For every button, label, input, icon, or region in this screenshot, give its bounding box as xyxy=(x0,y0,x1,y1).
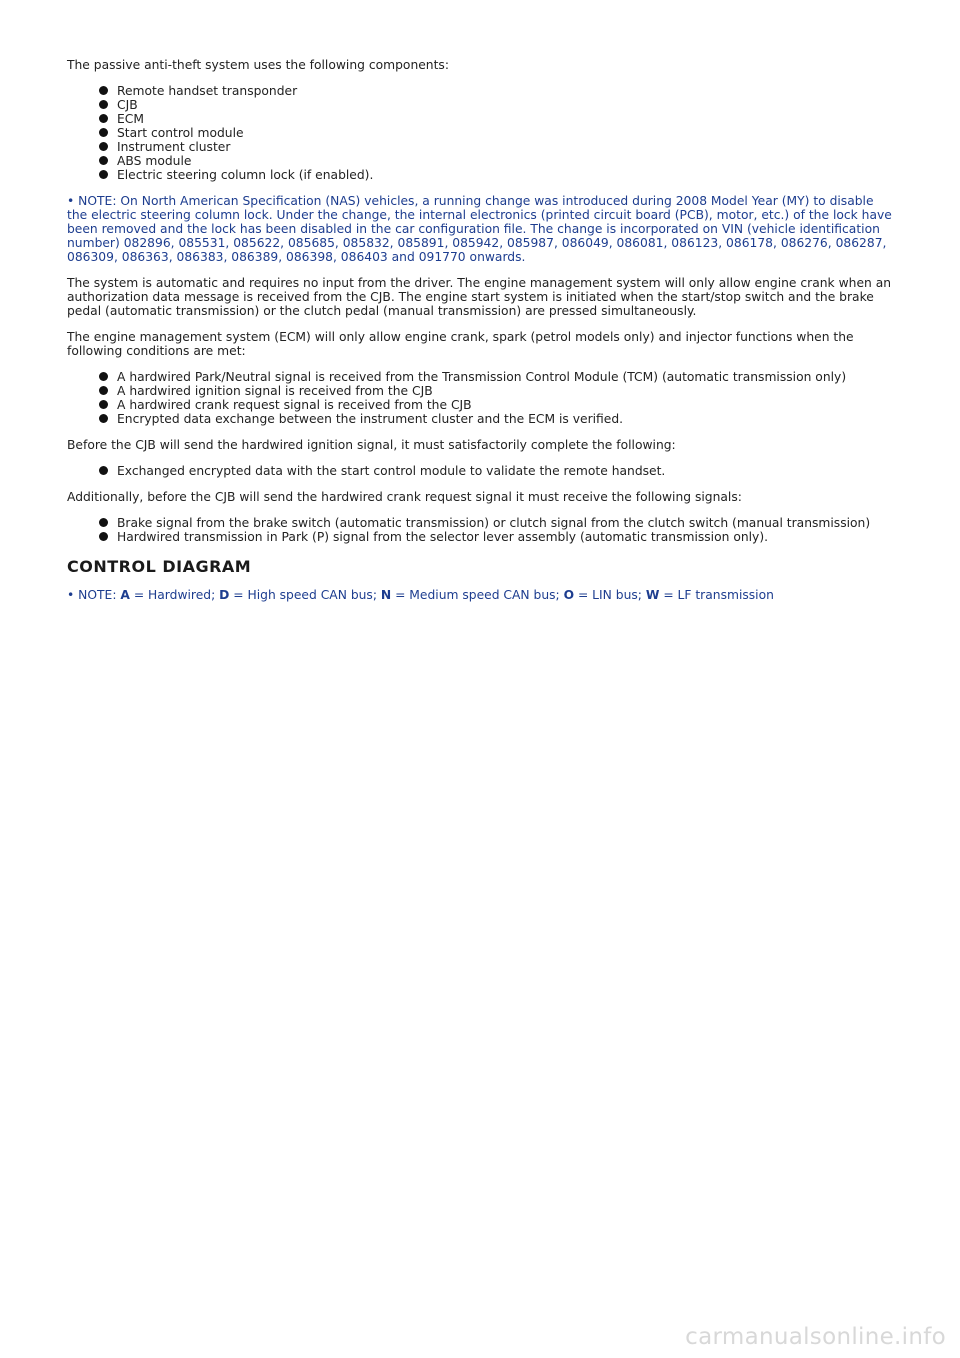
document-body xyxy=(67,58,893,614)
list-item xyxy=(67,140,893,154)
bullet-icon xyxy=(99,532,108,541)
list-item xyxy=(67,398,893,412)
list-item xyxy=(67,112,893,126)
list-item-text: Remote handset transponder xyxy=(117,84,298,98)
val-w: = LF transmission xyxy=(659,588,774,602)
list-item-text: Exchanged encrypted data with the start control module to validate the remote handset. xyxy=(117,464,666,478)
list-item xyxy=(67,530,893,544)
list-item-text: A hardwired crank request signal is received from the CJB xyxy=(117,398,472,412)
conditions-list xyxy=(67,370,893,426)
list-item xyxy=(67,412,893,426)
legend-note xyxy=(67,588,893,602)
list-item xyxy=(67,168,893,182)
list-item xyxy=(67,464,893,478)
key-d: D xyxy=(219,588,230,602)
key-w: W xyxy=(645,588,660,602)
list-item-text: CJB xyxy=(117,98,138,112)
list-item xyxy=(67,154,893,168)
list-item-text: Electric steering column lock (if enabled). xyxy=(117,168,374,182)
list-item-text: Brake signal from the brake switch (automatic transmission) or clutch signal from the clutch switch (manual transmission) xyxy=(117,516,871,530)
component-list xyxy=(67,84,893,182)
before-paragraph: Before the CJB will send the hardwired ignition signal, it must satisfactorily complete the following: xyxy=(67,438,676,452)
bullet-icon xyxy=(99,100,108,109)
bullet-icon xyxy=(99,466,108,475)
key-a: A xyxy=(120,588,130,602)
key-o: O xyxy=(563,588,575,602)
list-item-text: Encrypted data exchange between the instrument cluster and the ECM is verified. xyxy=(117,412,624,426)
bullet-icon xyxy=(99,386,108,395)
list-item-text: A hardwired ignition signal is received from the CJB xyxy=(117,384,433,398)
bullet-icon xyxy=(99,170,108,179)
list-item-text: ECM xyxy=(117,112,144,126)
list-item-text: Hardwired transmission in Park (P) signal from the selector lever assembly (automatic transmission only). xyxy=(117,530,769,544)
bullet-icon xyxy=(99,400,108,409)
bullet-icon xyxy=(99,142,108,151)
list-item xyxy=(67,98,893,112)
section-heading: CONTROL DIAGRAM xyxy=(67,557,252,576)
bullet-icon xyxy=(99,156,108,165)
system-paragraph: The system is automatic and requires no input from the driver. The engine management system will only allow engine crank when an authorization data message is received from the CJB. The engine start system is initiated when the start/stop switch and the brake pedal (automatic transmission) or the clutch pedal (manual transmission) are pressed simultaneously. xyxy=(67,276,892,318)
val-o: = LIN bus; xyxy=(574,588,646,602)
bullet-icon xyxy=(99,86,108,95)
list-item xyxy=(67,370,893,384)
key-n: N xyxy=(380,588,392,602)
conditions-paragraph: The engine management system (ECM) will only allow engine crank, spark (petrol models only) and injector functions when the following conditions are met: xyxy=(67,330,854,358)
list-item xyxy=(67,84,893,98)
bullet-icon xyxy=(99,372,108,381)
before-list xyxy=(67,464,893,478)
val-n: = Medium speed CAN bus; xyxy=(391,588,564,602)
val-a: = Hardwired; xyxy=(129,588,220,602)
bullet-icon xyxy=(99,518,108,527)
watermark: carmanualsonline.info xyxy=(685,1324,946,1350)
bullet-icon xyxy=(99,128,108,137)
val-d: = High speed CAN bus; xyxy=(229,588,381,602)
list-item xyxy=(67,516,893,530)
note-prefix: • NOTE: xyxy=(67,588,121,602)
list-item-text: Instrument cluster xyxy=(117,140,231,154)
intro-paragraph: The passive anti-theft system uses the following components: xyxy=(67,58,449,72)
additional-list xyxy=(67,516,893,544)
list-item xyxy=(67,126,893,140)
list-item xyxy=(67,384,893,398)
additionally-paragraph: Additionally, before the CJB will send the hardwired crank request signal it must receive the following signals: xyxy=(67,490,742,504)
list-item-text: Start control module xyxy=(117,126,244,140)
list-item-text: ABS module xyxy=(117,154,192,168)
nas-note: • NOTE: On North American Specification (NAS) vehicles, a running change was introduced during 2008 Model Year (MY) to disable the electric steering column lock. Under the change, the internal electronics (printed circuit board (PCB), motor, etc.) of the lock have been removed and the lock has been disabled in the car configuration file. The change is incorporated on VIN (vehicle identification number) 082896, 085531, 085622, 085685, 085832, 085891, 085942, 085987, 086049, 086081, 086123, 086178, 086276, 086287, 086309, 086363, 086383, 086389, 086398, 086403 and 091770 onwards. xyxy=(67,194,892,264)
list-item-text: A hardwired Park/Neutral signal is received from the Transmission Control Module (TCM) (automatic transmission only) xyxy=(117,370,847,384)
bullet-icon xyxy=(99,114,108,123)
bullet-icon xyxy=(99,414,108,423)
